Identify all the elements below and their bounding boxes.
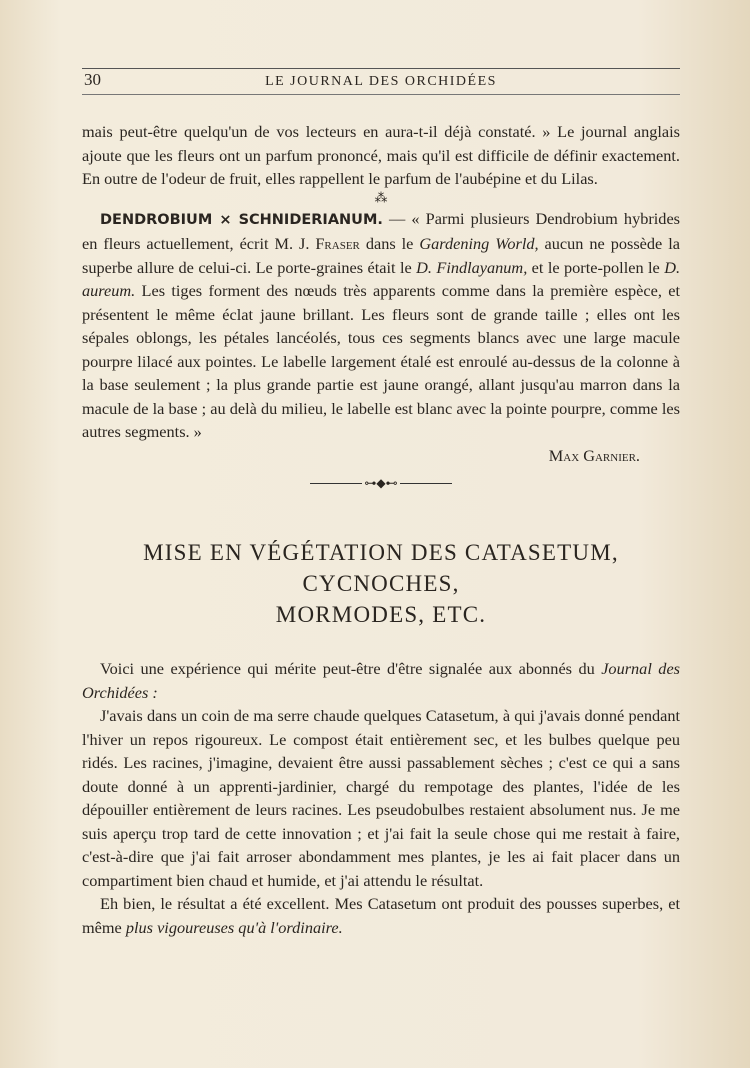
ornament-glyph: ⊶◆⊷ <box>364 476 398 490</box>
dendrobium-paragraph <box>82 207 680 444</box>
dendrobium-text-2: dans le <box>359 234 420 253</box>
asterism-divider: ⁂ <box>374 189 388 205</box>
dendrobium-text-1: — « Parmi plusieurs Dendrobium hybrides en fleurs actuellement, écrit M. J. <box>82 208 681 253</box>
section-title <box>82 537 680 630</box>
section-p3-text: Eh bien, le résultat a été excellent. Mes Catasetum ont produit des pousses superbes, et même <box>82 894 680 937</box>
header-rule-top <box>82 68 680 69</box>
header-rule-bottom <box>82 94 680 95</box>
ornament-line-left <box>310 483 362 484</box>
species-aureum: D. aureum. <box>82 257 681 300</box>
journal-title: Journal des Orchidées : <box>82 659 681 702</box>
signature: Max Garnier. <box>548 445 640 465</box>
page-number: 30 <box>84 70 101 89</box>
species-findlayanum: D. Findlayanum, <box>416 257 528 277</box>
section-paragraph-2: J'avais dans un coin de ma serre chaude quelques Catasetum, à qui j'avais donné pendant l'hiver un repos rigoureux. Le compost était entièrement sec, et les bulbes quelque peu ridés. Les racines, j'imagine, devaient être aussi passablement sèches ; c'est ce qui a sans doute donné à un apprenti-jardinier, chargé du rempotage des plantes, l'idée de les dépouiller entièrement de leurs racines. Les pseudobulbes restaient absolument nus. Je me suis aperçu trop tard de cette innovation ; et j'ai fait la seule chose qui me restait à faire, c'est-à-dire que j'ai fait arroser abondamment mes plantes, je les ai fait placer dans un compartiment bien chaud et humide, et j'ai attendu le résultat. <box>82 706 680 890</box>
page-header <box>82 60 680 96</box>
section-p1-text: Voici une expérience qui mérite peut-être d'être signalée aux abonnés du <box>100 659 602 678</box>
author-name: Fraser <box>315 234 360 253</box>
dendrobium-text-3: aucun ne possède la superbe allure de celui-ci. Le porte-graines était le <box>82 234 680 277</box>
section-p3-italic: plus vigoureuses qu'à l'ordinaire. <box>125 917 343 937</box>
publication-title: Gardening World, <box>419 234 539 253</box>
dendrobium-text-4: et le porte-pollen le <box>527 257 665 277</box>
section-title-line-2: MORMODES, ETC. <box>275 602 487 627</box>
ornamental-divider <box>82 477 680 489</box>
dendrobium-text-5: Les tiges forment des nœuds très apparents comme dans la première espèce, et présentent le même éclat jaune brillant. Les fleurs sont de grande taille ; elles ont les sépales oblongs, les pétales lancéolés, tous ces segments blancs avec une large macule pourpre lilacé aux pointes. Le labelle largement étalé est enroulé au-dessus de la colonne à la base seulement ; la plus grande partie est jaune orangé, allant jusqu'au marron dans la macule de la base ; au delà du milieu, le labelle est blanc avec la pointe pourpre, comme les autres segments. » <box>82 281 680 441</box>
section-title-line-1: MISE EN VÉGÉTATION DES CATASETUM, CYCNOCHES, <box>143 540 619 596</box>
section-paragraph-3 <box>82 892 680 939</box>
ornament-line-right <box>400 483 452 484</box>
entry-headword: DENDROBIUM × SCHNIDERIANUM. <box>100 211 383 228</box>
page-body <box>82 120 680 939</box>
section-paragraph-1 <box>82 657 680 704</box>
intro-paragraph: mais peut-être quelqu'un de vos lecteurs en aura-t-il déjà constaté. » Le journal anglais ajoute que les fleurs ont un parfum prononcé, mais qu'il est difficile de définir exactement. En outre de l'odeur de fruit, elles rappellent le parfum de l'aubépine et du Lilas. <box>82 122 680 188</box>
running-title: LE JOURNAL DES ORCHIDÉES <box>265 74 497 89</box>
